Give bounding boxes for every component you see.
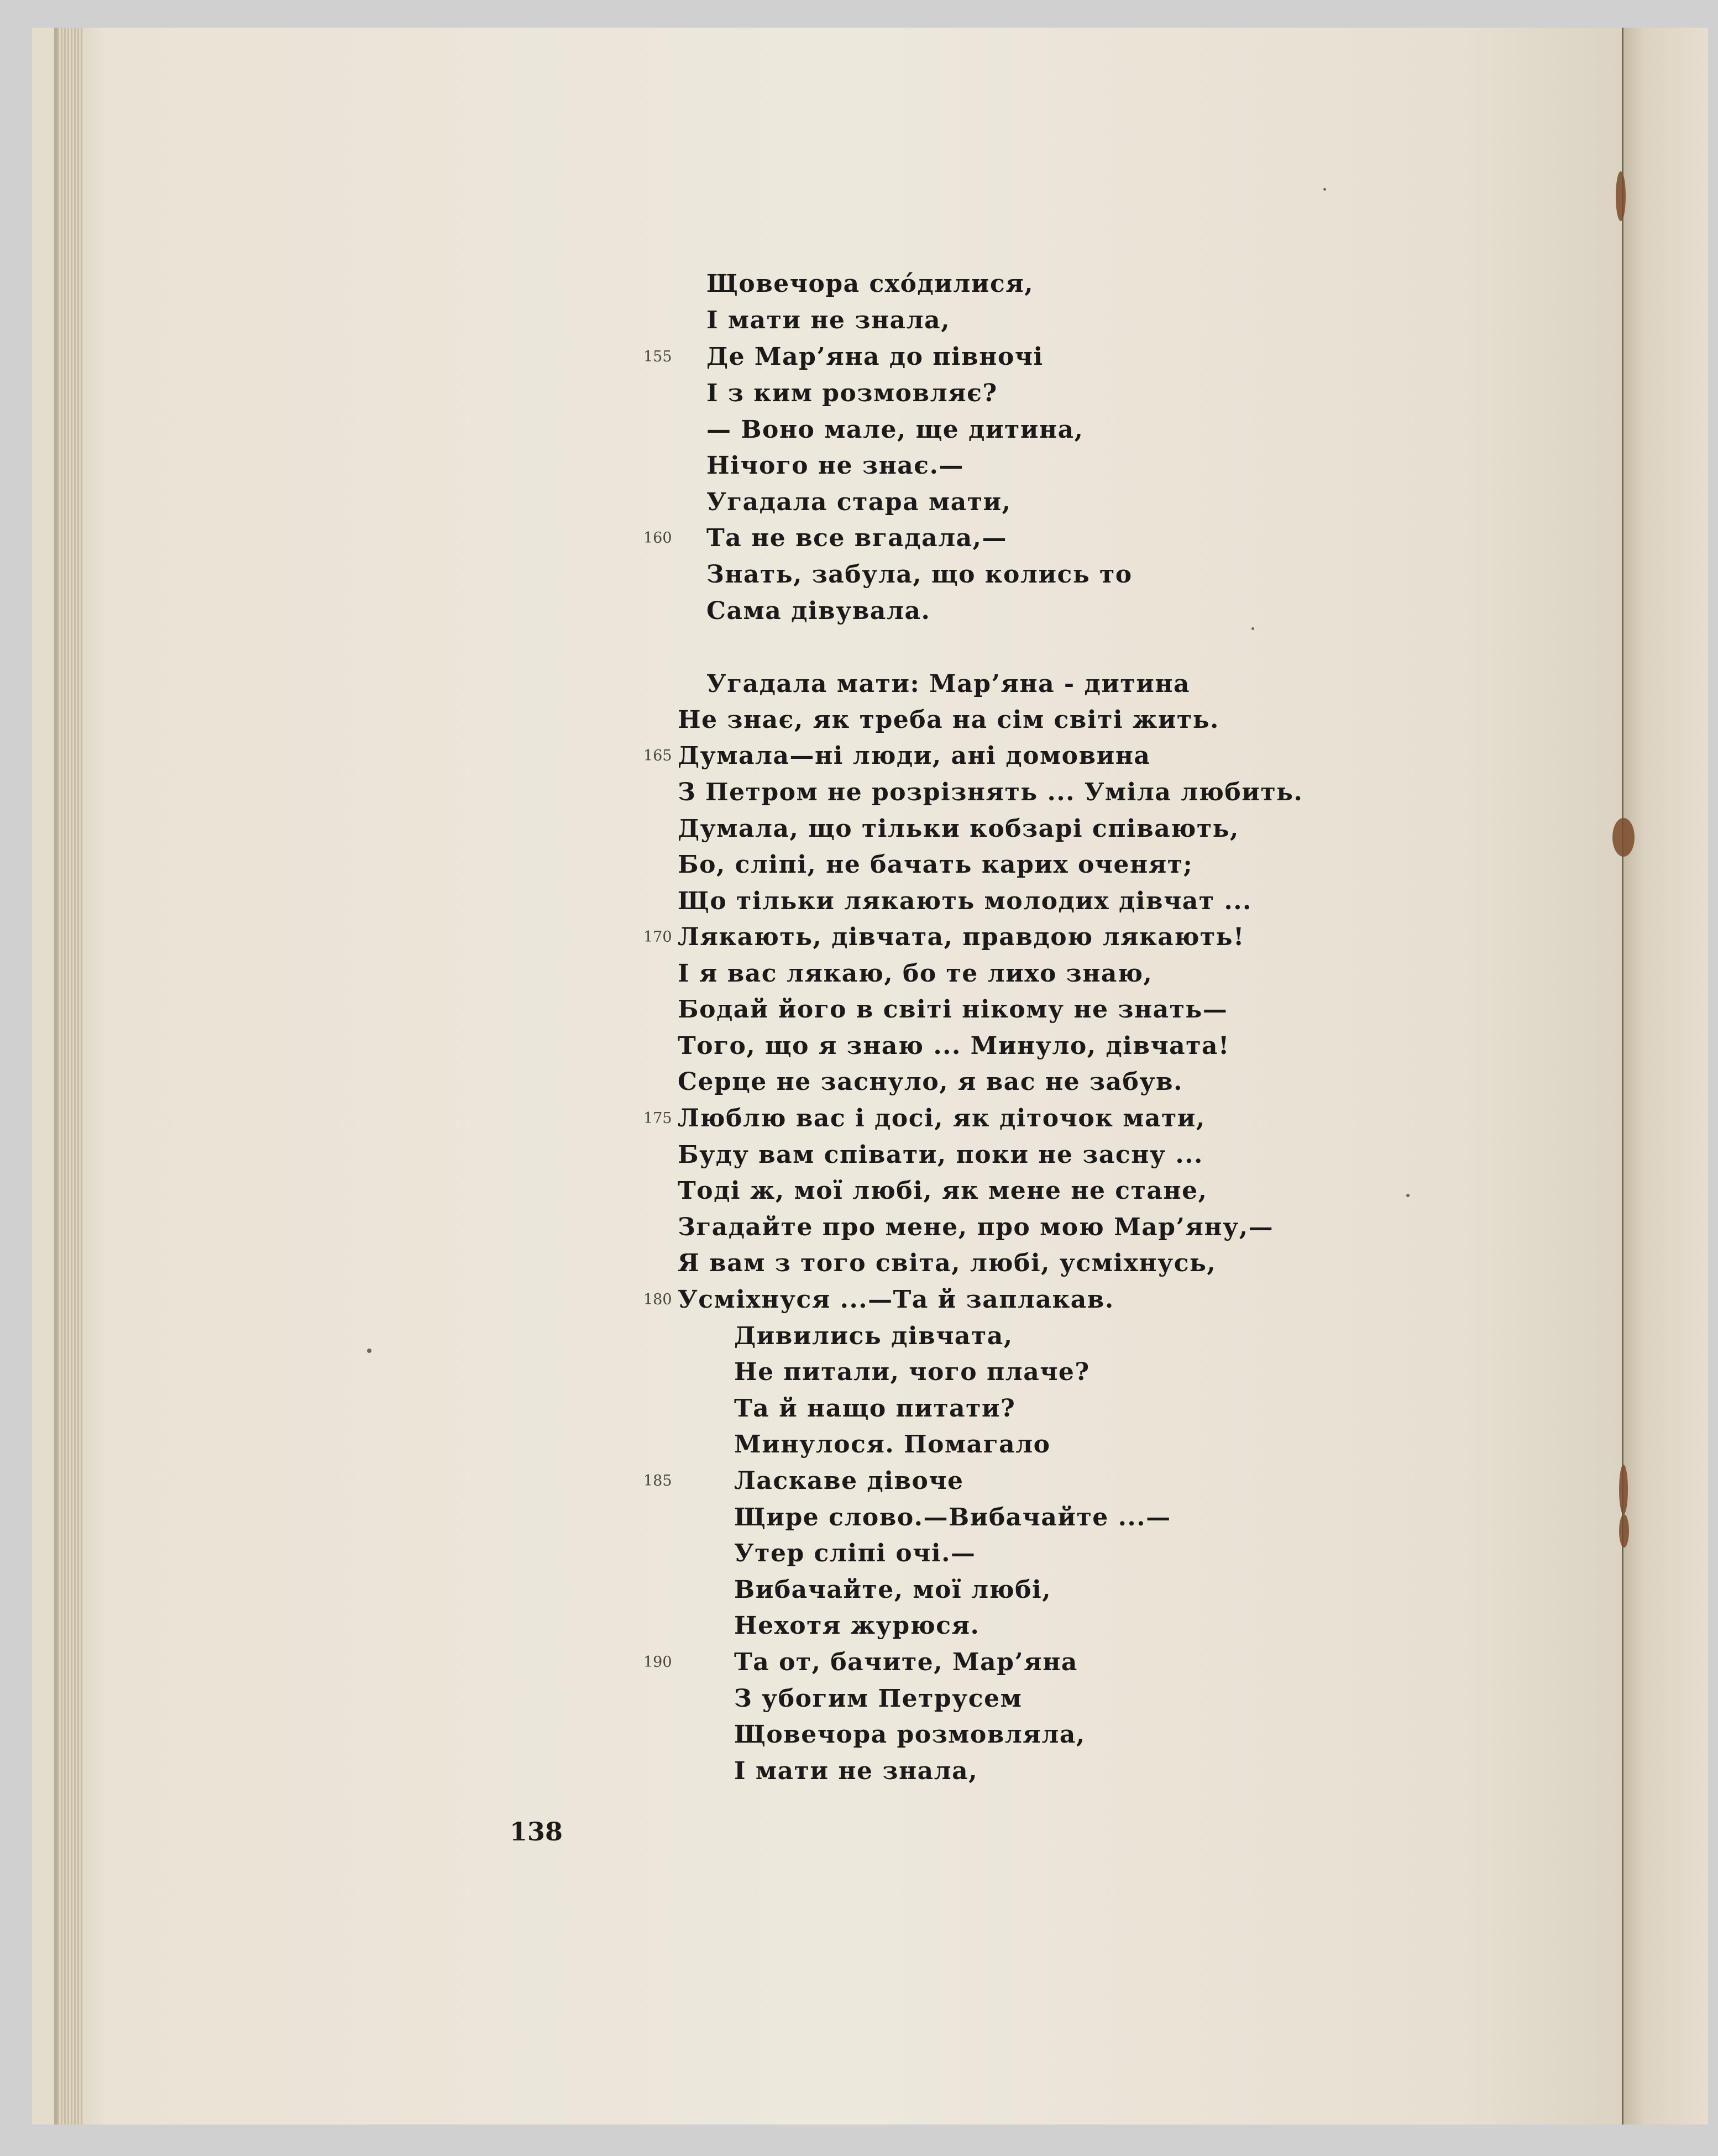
line-number: 170	[643, 929, 672, 946]
line-number: 160	[643, 529, 672, 547]
poem-line: Не питали, чого плаче?	[734, 1358, 1090, 1386]
poem-line: Та не все вгадала,—	[706, 524, 1007, 552]
poem-line: Дивились дівчата,	[734, 1322, 1013, 1350]
poem-line: Не знає, як треба на сім світі жить.	[678, 706, 1219, 734]
poem-line: Того, що я знаю ... Минуло, дівчата!	[678, 1032, 1230, 1060]
line-number: 190	[643, 1654, 672, 1671]
paper-speck	[1251, 627, 1254, 630]
poem-line: Ласкаве дівоче	[734, 1467, 964, 1495]
poem-line: Бо, сліпі, не бачать карих оченят;	[678, 851, 1193, 879]
adjacent-page-edge	[1622, 28, 1708, 2124]
paper-speck	[367, 1349, 371, 1353]
page-number: 138	[510, 1817, 563, 1846]
poem-line: — Воно мале, ще дитина,	[706, 416, 1084, 444]
poem-line: Люблю вас і досі, як діточок мати,	[678, 1104, 1206, 1132]
poem-line: Думала—ні люди, ані домовина	[678, 742, 1151, 770]
poem-line: Утер сліпі очі.—	[734, 1539, 976, 1567]
poem-line: Що тільки лякають молодих дівчат ...	[678, 887, 1252, 915]
line-number: 175	[643, 1110, 672, 1127]
poem-line: Тоді ж, мої любі, як мене не стане,	[678, 1177, 1208, 1205]
poem-line: Щовечора схóдилися,	[706, 270, 1034, 298]
poem-line: І мати не знала,	[706, 306, 951, 334]
scanned-book-spread	[32, 28, 1708, 2124]
poem-line: І я вас лякаю, бо те лихо знаю,	[678, 959, 1153, 988]
poem-line: Щовечора розмовляла,	[734, 1720, 1086, 1749]
poem-line: Нехотя журюся.	[734, 1612, 980, 1640]
foxing-stain	[1619, 1465, 1628, 1514]
line-number: 165	[643, 747, 672, 764]
foxing-stain	[1612, 818, 1635, 857]
poem-line: Угадала стара мати,	[706, 488, 1012, 516]
poem-line: Вибачайте, мої любі,	[734, 1576, 1052, 1604]
line-number: 185	[643, 1472, 672, 1489]
poem-line: Та й нащо питати?	[734, 1394, 1016, 1423]
poem-line: Угадала мати: Мар’яна - дитина	[706, 670, 1191, 698]
paper-speck	[1406, 1194, 1410, 1197]
poem-line: З Петром не розрізнять ... Уміла любить.	[678, 778, 1303, 806]
poem-line: І з ким розмовляє?	[706, 379, 998, 407]
poem-line: Щире слово.—Вибачайте ...—	[734, 1503, 1171, 1531]
book-page	[54, 28, 1649, 2124]
poem-line: З убогим Петрусем	[734, 1685, 1023, 1713]
poem-line: Та от, бачите, Мар’яна	[734, 1648, 1078, 1676]
poem-line: Лякають, дівчата, правдою лякають!	[678, 923, 1245, 951]
poem-line: І мати не знала,	[734, 1757, 978, 1785]
foxing-stain	[1616, 171, 1626, 221]
poem-line: Думала, що тільки кобзарі співають,	[678, 815, 1239, 843]
line-number: 155	[643, 348, 672, 365]
poem-line: Знать, забула, що колись то	[706, 560, 1133, 589]
poem-line: Сама дівувала.	[706, 597, 931, 625]
poem-line: Минулося. Помагало	[734, 1430, 1051, 1459]
poem-line: Серце не заснуло, я вас не забув.	[678, 1068, 1183, 1096]
poem-line: Буду вам співати, поки не засну ...	[678, 1141, 1203, 1169]
poem-line: Бодай його в світі нікому не знать—	[678, 995, 1228, 1024]
paper-speck	[1323, 188, 1326, 191]
poem-line: Згадайте про мене, про мою Мар’яну,—	[678, 1213, 1274, 1241]
poem-line: Усміхнуся ...—Та й заплакав.	[678, 1286, 1114, 1314]
poem-line: Нічого не знає.—	[706, 452, 964, 480]
poem-line: Я вам з того світа, любі, усміхнусь,	[678, 1249, 1217, 1277]
poem-line: Де Мар’яна до півночі	[706, 343, 1044, 371]
line-number: 180	[643, 1291, 672, 1308]
foxing-stain	[1619, 1514, 1629, 1548]
page-edge-strip	[57, 28, 83, 2124]
